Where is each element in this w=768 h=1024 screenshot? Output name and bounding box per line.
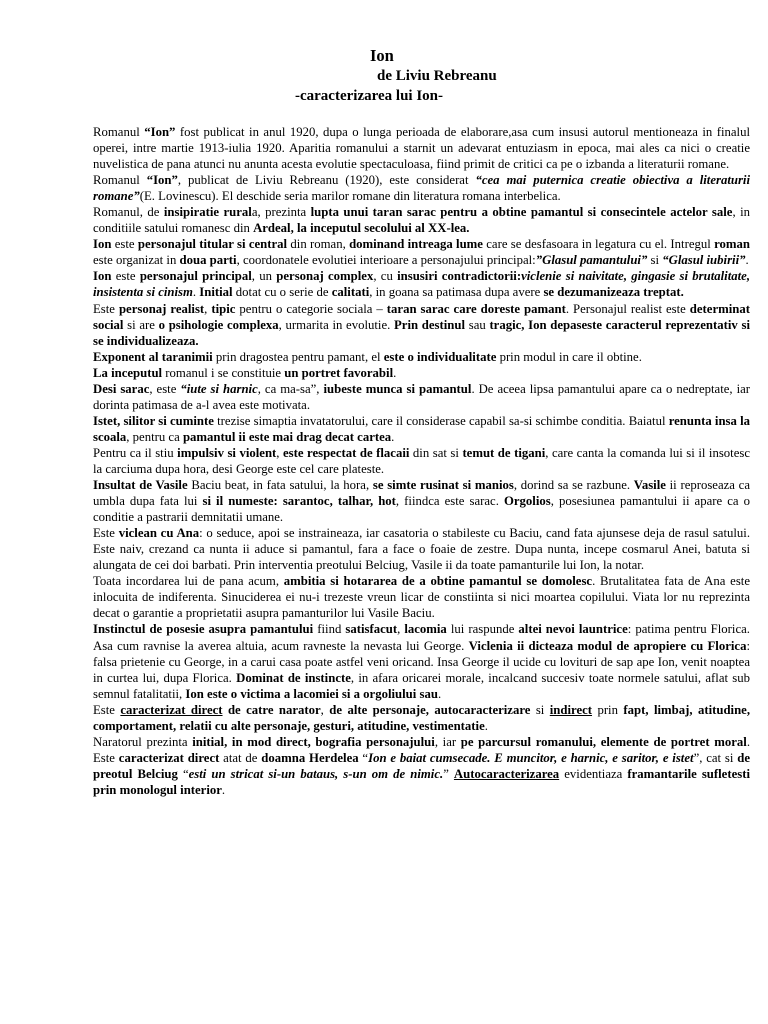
- text-run: dominand intreaga lume: [349, 237, 483, 252]
- text-run: Insultat de Vasile: [93, 478, 188, 493]
- text-run: “Glasul iubirii”: [662, 253, 746, 268]
- text-run: si are: [123, 317, 159, 332]
- document-title: Ion: [370, 46, 394, 65]
- text-run: este respectat de flacaii: [283, 445, 410, 460]
- text-run: . Brutalitatea fata de Ana este inlocuita de indiferenta. Sinuciderea ei nu-i trezeste vreun licar de constiinta si nici moartea copilului. Viata lor nu reprezinta decat o garantie a proprietatii asupra pamanturilor lui Vasile Baciu.: [93, 574, 750, 621]
- text-run: se simte rusinat si manios: [372, 478, 514, 493]
- text-run: prin: [592, 702, 624, 717]
- text-run: .: [221, 782, 226, 797]
- paragraph: [93, 445, 750, 477]
- text-run: : patima pentru Florica. Asa cum ravnise la averea altuia, acum ravneste la nevasta lui George.: [93, 622, 750, 653]
- text-run: Romanul: [93, 125, 145, 139]
- text-run: indirect: [549, 702, 593, 717]
- text-run: este: [111, 237, 138, 252]
- text-run: “: [177, 766, 189, 781]
- text-run: de preotul Belciug: [93, 750, 751, 781]
- text-run: Pentru ca il stiu: [93, 445, 178, 460]
- text-run: Este: [93, 526, 119, 541]
- text-run: iubeste munca si pamantul: [323, 381, 472, 396]
- text-run: .: [393, 365, 397, 380]
- text-run: , dorind sa se razbune.: [513, 478, 634, 493]
- paragraph: [93, 365, 750, 381]
- text-run: , ca ma-sa”,: [257, 381, 324, 396]
- text-run: de alte personaje, autocaracterizare: [329, 702, 531, 717]
- text-run: se dezumanizeaza treptat.: [543, 285, 684, 300]
- text-run: personaj realist: [118, 301, 205, 316]
- text-run: caracterizat direct: [118, 750, 220, 765]
- text-run: .: [484, 718, 488, 733]
- text-run: , in goana sa patimasa dupa avere: [369, 285, 544, 300]
- document-body: [93, 124, 750, 798]
- text-run: Vasile: [633, 478, 666, 493]
- text-run: Naratorul prezinta: [93, 734, 193, 749]
- text-run: si: [530, 702, 550, 717]
- text-run: o psihologie complexa: [158, 317, 279, 332]
- text-run: un portret favorabil: [284, 365, 394, 380]
- text-run: fost publicat in anul 1920, dupa o lunga perioada de elaborare,asa cum insusi autorul mentioneaza in finalul operei, intre martie 1913-iulia 1920. Aparitia romanului a starnit un adevarat entuziasm in epoca, mai ales ca nici o creatie nuvelistica de pana atunci nu anunta acesta evolutie spectaculoasa, fiind primit de critici ca pe o izbanda a literaturii romane.: [93, 125, 751, 172]
- text-run: “cea mai puternica creatie obiectiva a literaturii romane”: [93, 173, 751, 204]
- text-run: , un: [251, 269, 277, 284]
- text-run: Viclenia ii dicteaza modul de apropiere cu Florica: [468, 638, 747, 653]
- text-run: framantarile sufletesti prin monologul interior: [93, 766, 750, 797]
- text-run: Dominat de instincte: [236, 670, 351, 685]
- text-run: ambitia si hotararea de a obtine pamantul se domolesc: [283, 574, 593, 589]
- paragraph: [93, 702, 750, 734]
- paragraph: [93, 413, 750, 445]
- text-run: viclean cu Ana: [118, 526, 200, 541]
- text-run: personajul titular si central: [137, 237, 288, 252]
- text-run: La inceputul: [93, 365, 163, 380]
- text-run: .: [391, 429, 395, 444]
- paragraph: [93, 734, 750, 798]
- text-run: .: [192, 285, 200, 300]
- text-run: lupta unui taran sarac pentru a obtine pamantul si consecintele actelor sale: [310, 205, 733, 220]
- text-run: ”, cat si: [693, 750, 738, 765]
- text-run: temut de tigani: [462, 445, 546, 460]
- text-run: fiind: [313, 622, 346, 637]
- text-run: tragic, Ion depaseste caracterul reprezentativ si se individualizeaza.: [93, 317, 750, 348]
- text-run: Orgolios: [503, 494, 551, 509]
- text-run: ”: [443, 766, 454, 781]
- text-run: Desi sarac: [93, 381, 150, 396]
- text-run: : falsa prietenie cu George, in a carui casa poate astfel veni oricand. Insa George il ucide cu lovituri de sap ape Ion, venit noaptea in curtea lui, dupa Florica.: [93, 638, 750, 685]
- text-run: satisfacut: [345, 622, 398, 637]
- text-run: insipiratie rural: [163, 205, 252, 220]
- text-run: . Este: [93, 734, 750, 765]
- text-run: .: [437, 686, 442, 701]
- document-author: de Liviu Rebreanu: [377, 68, 497, 84]
- text-run: calitati: [331, 285, 370, 300]
- text-run: doamna Herdelea: [261, 750, 359, 765]
- text-run: , urmarita in evolutie.: [278, 317, 395, 332]
- text-run: din roman,: [287, 237, 350, 252]
- paragraph: [93, 573, 750, 621]
- text-run: Instinctul de posesie asupra pamantului: [93, 622, 314, 637]
- text-run: ”Glasul pamantului”: [535, 253, 648, 268]
- text-run: ,: [276, 445, 283, 460]
- text-run: pentru o categorie sociala –: [235, 301, 387, 316]
- text-run: , coordonatele evolutiei interioare a personajului principal:: [236, 253, 536, 268]
- paragraph: [93, 477, 750, 525]
- text-run: din sat si: [409, 445, 463, 460]
- text-run: determinat social: [93, 301, 750, 332]
- text-run: si il numeste: sarantoc, talhar, hot: [202, 494, 396, 509]
- text-run: renunta insa la scoala: [93, 413, 750, 444]
- text-run: prin dragostea pentru pamant, el: [212, 349, 384, 364]
- text-run: personaj complex: [276, 269, 374, 284]
- paragraph: [93, 236, 750, 268]
- text-run: , pentru ca: [126, 429, 183, 444]
- text-run: trezise simaptia invatatorului, care il considerase capabil sa-si schimbe conditia. Baiatul: [213, 413, 669, 428]
- text-run: prin modul in care il obtine.: [496, 349, 642, 364]
- text-run: care se desfasoara in legatura cu el. Intregul: [482, 237, 715, 252]
- text-run: a, prezinta: [251, 205, 311, 220]
- text-run: este organizat in: [93, 253, 180, 268]
- text-run: altei nevoi launtrice: [518, 622, 628, 637]
- text-run: ,: [397, 622, 405, 637]
- text-run: dotat cu o serie de: [232, 285, 332, 300]
- paragraph: [93, 621, 750, 701]
- text-run: “iute si harnic: [180, 381, 258, 396]
- text-run: este o individualitate: [383, 349, 497, 364]
- paragraph: [93, 204, 750, 236]
- text-run: de catre narator: [227, 702, 321, 717]
- text-run: roman: [714, 237, 750, 252]
- text-run: (E. Lovinescu). El deschide seria marilor romane din literatura romana interbelica.: [139, 189, 561, 204]
- paragraph: [93, 301, 750, 349]
- text-run: Este: [93, 702, 121, 717]
- text-run: , este: [149, 381, 181, 396]
- text-run: romanul i se constituie: [162, 365, 285, 380]
- paragraph: [93, 268, 750, 300]
- text-run: “Ion”: [144, 125, 176, 139]
- text-run: Exponent al taranimii: [93, 349, 213, 364]
- text-run: impulsiv si violent: [177, 445, 277, 460]
- text-run: pamantul ii este mai drag decat cartea: [182, 429, 392, 444]
- text-run: “: [358, 750, 369, 765]
- text-run: insusiri contradictorii:: [397, 269, 522, 284]
- text-run: sau: [465, 317, 490, 332]
- text-run: , posesiunea pamantului ii apare ca o conditie a pastrarii demnitatii umane.: [93, 494, 750, 525]
- paragraph: [93, 172, 750, 204]
- text-run: , cu: [373, 269, 398, 284]
- text-run: Toata incordarea lui de pana acum,: [93, 574, 284, 589]
- text-run: fapt, limbaj, atitudine, comportament, relatii cu alte personaje, gesturi, atitudine, vestimentatie: [93, 702, 751, 733]
- paragraph: [93, 381, 750, 413]
- text-run: .: [745, 253, 749, 268]
- text-run: ,: [204, 301, 212, 316]
- text-run: . De aceea lipsa pamantului apare ca o nedreptate, iar dorinta patimasa de a-l avea este motivata.: [93, 381, 751, 412]
- text-run: . Personajul realist este: [565, 301, 690, 316]
- text-run: , in afara oricarei morale, incalcand succesiv toate normele satului, aflat sub semnul fatalitatii,: [93, 670, 750, 701]
- text-run: tipic: [211, 301, 236, 316]
- text-run: personajul principal: [139, 269, 252, 284]
- text-run: si: [647, 253, 663, 268]
- text-run: , in conditiile satului romanesc din: [93, 205, 750, 236]
- text-run: Ardeal, la inceputul secolului al XX-lea.: [253, 221, 470, 236]
- text-run: : o seduce, apoi se instraineaza, iar casatoria o stabileste cu Baciu, cand fata ajunsese deja de rasul satului. Este naiv, crezand ca nunta ii aduce si pamantul, fara a face o foaie de zestre. Dupa nunta, incepe cosmarul Anei, batuta si alungata de cei doi barbati. Prin interventia preotului Belciug, Vasile ii da toate pamanturile lui Ion, la notar.: [93, 526, 751, 573]
- text-run: Autocaracterizarea: [453, 766, 560, 781]
- text-run: Istet, silitor si cuminte: [93, 413, 214, 428]
- text-run: Ion: [93, 237, 112, 252]
- text-run: este: [111, 269, 140, 284]
- text-run: Este: [93, 301, 119, 316]
- text-run: ,: [320, 702, 330, 717]
- text-run: taran sarac care doreste pamant: [386, 301, 566, 316]
- document-subtitle: -caracterizarea lui Ion-: [295, 88, 444, 104]
- text-run: evidentiaza: [559, 766, 628, 781]
- text-run: esti un stricat si-un bataus, s-un om de nimic.: [188, 766, 444, 781]
- text-run: lui raspunde: [446, 622, 519, 637]
- text-run: Romanul, de: [93, 205, 164, 220]
- text-run: atat de: [219, 750, 262, 765]
- text-run: Baciu beat, in fata satului, la hora,: [187, 478, 373, 493]
- text-run: Romanul: [93, 173, 147, 188]
- text-run: Ion e baiat cumsecade. E muncitor, e harnic, e saritor, e istet: [368, 750, 694, 765]
- text-run: ii reproseaza ca umbla dupa fata lui: [93, 478, 750, 509]
- text-run: “Ion”: [146, 173, 178, 188]
- text-run: lacomia: [404, 622, 447, 637]
- text-run: doua parti: [179, 253, 237, 268]
- paragraph: [93, 124, 750, 172]
- text-run: initial, in mod direct, bografia personajului: [192, 734, 435, 749]
- text-run: , publicat de Liviu Rebreanu (1920), este considerat: [177, 173, 476, 188]
- text-run: Ion: [93, 269, 112, 284]
- paragraph: [93, 349, 750, 365]
- text-run: Initial: [199, 285, 233, 300]
- text-run: , care canta la comanda lui si il insotesc la carciuma dupa hora, desi George este cel care plateste.: [93, 445, 750, 476]
- paragraph: [93, 525, 750, 573]
- text-run: , iar: [434, 734, 461, 749]
- text-run: Ion este o victima a lacomiei si a orgoliului sau: [185, 686, 438, 701]
- text-run: , fiindca este sarac.: [395, 494, 504, 509]
- text-run: Prin destinul: [394, 317, 466, 332]
- text-run: viclenie si naivitate, gingasie si brutalitate, insistenta si cinism: [93, 269, 751, 300]
- text-run: pe parcursul romanului, elemente de portret moral: [460, 734, 747, 749]
- text-run: caracterizat direct: [120, 702, 223, 717]
